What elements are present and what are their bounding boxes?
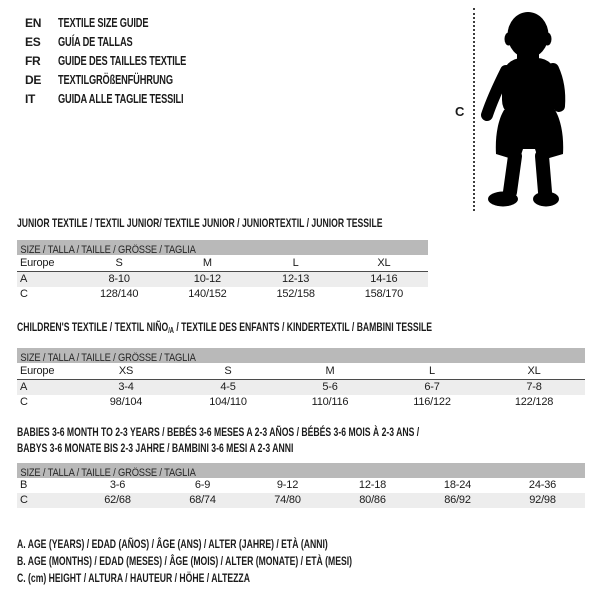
footnote-line: A. AGE (YEARS) / EDAD (AÑOS) / ÂGE (ANS) / ALTER (JAHRE) / ETÀ (ANNI)	[17, 537, 328, 551]
size-header-bar	[17, 240, 428, 255]
baby-silhouette-icon	[480, 8, 570, 210]
table-title-text: CHILDREN'S TEXTILE / TEXTIL NIÑO	[17, 320, 169, 334]
value-cell: 4-5	[220, 381, 236, 393]
language-code: DE	[25, 72, 42, 87]
value-cell: 86/92	[444, 494, 471, 506]
table-title	[17, 320, 433, 337]
value-cell: 98/104	[109, 396, 143, 408]
language-title: TEXTILGRÖßENFÜHRUNG	[58, 72, 173, 87]
babies-size-table	[17, 424, 585, 508]
language-row	[25, 89, 231, 108]
value-cell: 12-13	[282, 273, 310, 285]
table-row	[17, 395, 585, 410]
value-cell: 62/68	[104, 494, 131, 506]
size-header-label: SIZE / TALLA / TAILLE / GRÖSSE / TAGLIA	[20, 244, 196, 256]
row-label-cell: A	[20, 381, 28, 393]
language-row	[25, 32, 231, 51]
junior-size-table	[17, 217, 428, 302]
size-header-bar	[17, 463, 585, 478]
size-header-label: SIZE / TALLA / TAILLE / GRÖSSE / TAGLIA	[20, 352, 196, 364]
value-cell: 140/152	[188, 288, 227, 300]
value-cell: 116/122	[413, 396, 451, 408]
value-cell: 68/74	[189, 494, 216, 506]
table-title: JUNIOR TEXTILE / TEXTIL JUNIOR/ TEXTILE JUNIOR / JUNIORTEXTIL / JUNIOR TESSILE	[17, 216, 383, 230]
table-row	[17, 493, 585, 508]
column-header-cell: S	[224, 365, 232, 377]
row-label-cell: C	[20, 396, 28, 408]
row-label-cell: A	[20, 273, 28, 285]
value-cell: 10-12	[193, 273, 221, 285]
value-cell: 14-16	[370, 273, 398, 285]
children-size-table	[17, 321, 585, 410]
table-title: BABIES 3-6 MONTH TO 2-3 YEARS / BEBÉS 3-6 MESES A 2-3 AÑOS / BÉBÉS 3-6 MOIS À 2-3 ANS /	[17, 425, 420, 439]
value-cell: 122/128	[514, 396, 554, 408]
language-title: GUIDA ALLE TAGLIE TESSILI	[58, 91, 184, 106]
column-header-cell: Europe	[20, 365, 55, 377]
value-cell: 80/86	[359, 494, 386, 506]
language-code: IT	[25, 91, 36, 106]
row-label-cell: C	[20, 288, 28, 300]
column-header-cell: Europe	[20, 257, 55, 269]
height-measure-line	[473, 8, 475, 211]
table-row	[17, 287, 428, 302]
value-cell: 110/116	[311, 396, 349, 408]
value-cell: 158/170	[364, 288, 404, 300]
value-cell: 104/110	[209, 396, 247, 408]
value-cell: 9-12	[276, 479, 299, 491]
column-header-cell: S	[115, 257, 123, 269]
footnote-line: C. (cm) HEIGHT / ALTURA / HAUTEUR / HÖHE / ALTEZZA	[17, 571, 250, 585]
language-title: GUIDE DES TAILLES TEXTILE	[58, 53, 187, 68]
footnote-line: B. AGE (MONTHS) / EDAD (MESES) / ÂGE (MOIS) / ALTER (MONATE) / ETÀ (MESI)	[17, 554, 353, 568]
size-header-bar	[17, 348, 585, 363]
table-row	[17, 380, 585, 395]
language-code: EN	[25, 15, 42, 30]
value-cell: 128/140	[99, 288, 139, 300]
column-header-cell: M	[202, 257, 212, 269]
value-cell: 5-6	[322, 381, 338, 393]
value-cell: 6-7	[424, 381, 440, 393]
language-row	[25, 13, 231, 32]
column-header-cell: M	[325, 365, 335, 377]
size-header-label: SIZE / TALLA / TAILLE / GRÖSSE / TAGLIA	[20, 467, 196, 479]
value-cell: 18-24	[443, 479, 472, 491]
column-header-cell: XL	[377, 257, 391, 269]
table-title-text: / TEXTILE DES ENFANTS / KINDERTEXTIL / BAMBINI TESSILE	[173, 320, 433, 334]
row-label-cell: B	[20, 479, 28, 491]
value-cell: 92/98	[529, 494, 556, 506]
value-cell: 7-8	[526, 381, 542, 393]
column-header-cell: L	[292, 257, 299, 269]
table-title-subscript: /A	[168, 326, 174, 335]
value-cell: 12-18	[358, 479, 387, 491]
language-code: ES	[25, 34, 41, 49]
value-cell: 152/158	[276, 288, 315, 300]
measure-label-c: C	[455, 104, 465, 119]
language-list	[25, 13, 231, 108]
column-header-cell: L	[429, 365, 435, 377]
language-title: TEXTILE SIZE GUIDE	[58, 15, 149, 30]
value-cell: 6-9	[194, 479, 211, 491]
value-cell: 74/80	[274, 494, 301, 506]
table-row	[17, 272, 428, 287]
value-cell: 8-10	[108, 273, 130, 285]
column-header-cell: XS	[118, 365, 134, 377]
language-row	[25, 70, 231, 89]
table-title: BABYS 3-6 MONATE BIS 2-3 JAHRE / BAMBINI 3-6 MESI A 2-3 ANNI	[17, 441, 294, 455]
language-row	[25, 51, 231, 70]
value-cell: 3-6	[109, 479, 126, 491]
row-label-cell: C	[20, 494, 28, 506]
footnote-legend	[17, 536, 482, 587]
value-cell: 24-36	[528, 479, 557, 491]
language-title: GUÍA DE TALLAS	[58, 34, 133, 49]
value-cell: 3-4	[118, 381, 134, 393]
column-header-cell: XL	[527, 365, 541, 377]
language-code: FR	[25, 53, 41, 68]
